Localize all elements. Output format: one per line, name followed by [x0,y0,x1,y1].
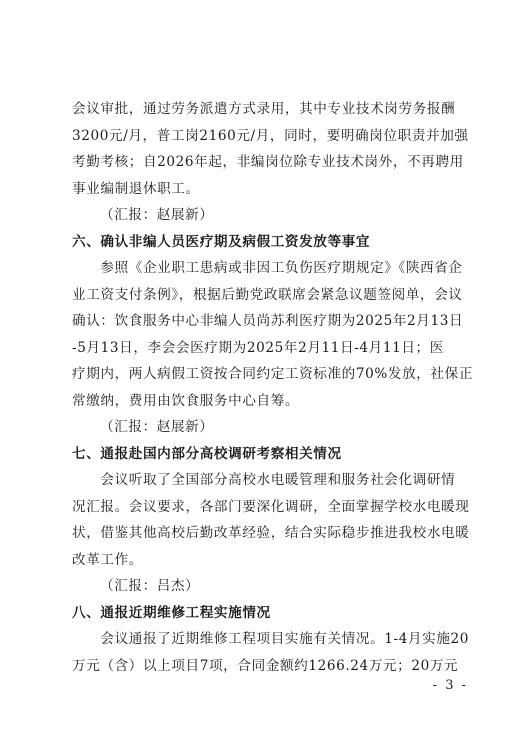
reporter-note: （汇报：吕杰） [100,578,200,594]
reporter-note: （汇报：赵展新） [100,419,214,435]
body-line: 万元（含）以上项目7项，合同金额约1266.24万元；20万元 [72,657,459,674]
body-line: 业工资支付条例》，根据后勤党政联席会紧急议题签阅单，会议 [72,286,463,303]
section-heading-8: 八、通报近期维修工程实施情况 [72,604,271,621]
body-line: 况汇报。会议要求，各部门要深化调研，全面掌握学校水电暖现 [72,498,470,515]
body-line: 会议审批，通过劳务派遣方式录用，其中专业技术岗劳务报酬 [72,101,456,117]
body-line: 事业编制退休职工。 [72,180,200,197]
body-line: 会议听取了全国部分高校水电暖管理和服务社会化调研情 [72,472,456,488]
page-number: - 3 - [432,678,468,693]
body-line: 会议通报了近期维修工程项目实施有关情况。1-4月实施20 [72,631,470,647]
body-line: 常缴纳，费用由饮食服务中心自筹。 [72,392,300,409]
body-line: 疗期内，两人病假工资按合同约定工资标准的70%发放，社保正 [72,366,474,382]
body-line: 改革工作。 [72,551,143,568]
body-line: 确认：饮食服务中心非编人员尚苏利医疗期为2025年2月13日 [72,313,464,329]
section-heading-7: 七、通报赴国内部分高校调研考察相关情况 [72,445,342,462]
body-line: -5月13日，李会会医疗期为2025年2月11日-4月11日；医 [72,339,444,356]
body-line: 状，借鉴其他高校后勤改革经验，结合实际稳步推进我校水电暖 [72,525,470,541]
body-line: 3200元/月，普工岗2160元/月，同时，要明确岗位职责并加强 [72,127,469,144]
section-heading-6: 六、确认非编人员医疗期及病假工资发放等事宜 [72,233,371,250]
body-line: 参照《企业职工患病或非因工负伤医疗期规定》《陕西省企 [72,260,463,276]
reporter-note: （汇报：赵展新） [100,207,214,223]
document-body [72,96,474,679]
body-line: 考勤考核；自2026年起，非编岗位除专业技术岗外，不再聘用 [72,154,464,170]
